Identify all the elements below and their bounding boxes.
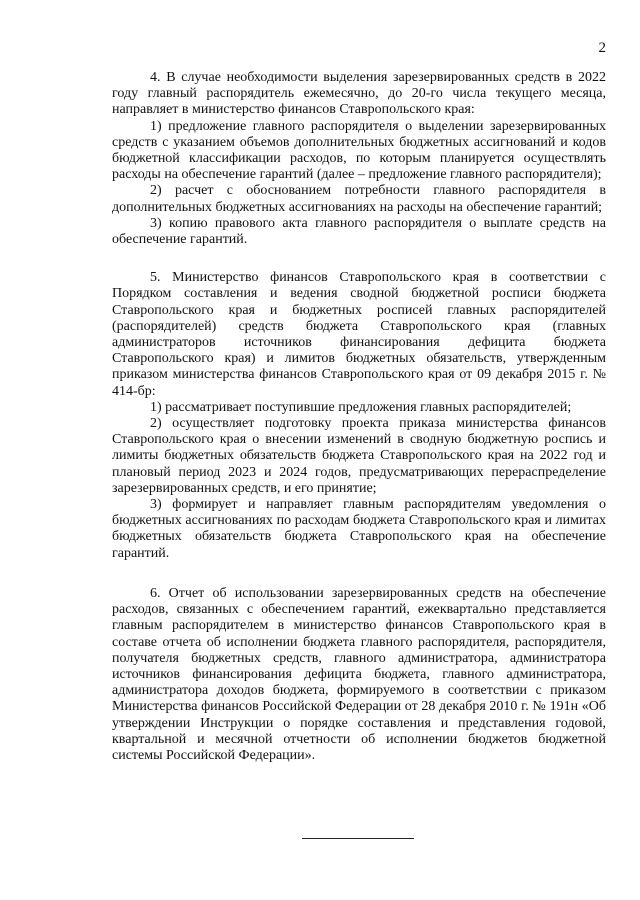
section-5-item-3: 3) формирует и направляет главным распорядителям уведомления о бюджетных ассигнованиях по расходам бюджета Ставропольского края и лимитах бюджетных обязательств бюджета Ставропольского края на обеспечение гарантий. (112, 497, 606, 561)
section-gap (112, 248, 606, 270)
section-4 (112, 70, 606, 248)
section-5-item-2: 2) осуществляет подготовку проекта приказа министерства финансов Ставропольского края о внесении изменений в сводную бюджетную роспись и лимиты бюджетных обязательств бюджета Ставропольского края на 2022 год и плановый период 2023 и 2024 годов, предусматривающих перераспределение зарезервированных средств, и его принятие; (112, 416, 606, 496)
section-4-item-1: 1) предложение главного распорядителя о выделении зарезервированных средств с указанием объемов дополнительных бюджетных ассигнований и кодов бюджетной классификации расходов, по которым планируется осуществлять расходы на обеспечение гарантий (далее – предложение главного распорядителя); (112, 118, 606, 183)
section-6-text: 6. Отчет об использовании зарезервированных средств на обеспечение расходов, связанных с обеспечением гарантий, ежеквартально представляется главным распорядителем в министерство финансов Ставропольского края в составе отчета об исполнении бюджета главного распорядителя, распорядителя, получателя бюджетных средств, главного администратора, администратора источников финансирования дефицита бюджета, главного администратора, администратора доходов бюджета, формируемого в соответствии с приказом Министерства финансов Российской Федерации от 28 декабря 2010 г. № 191н «Об утверждении Инструкции о порядке составления и представления годовой, квартальной и месячной отчетности об исполнении бюджетов бюджетной системы Российской Федерации». (112, 585, 606, 763)
section-4-item-2: 2) расчет с обоснованием потребности главного распорядителя в дополнительных бюджетных ассигнованиях на расходы на обеспечение гарантий; (112, 183, 606, 215)
section-6 (112, 586, 606, 764)
page-number: 2 (598, 40, 606, 56)
section-5-item-1: 1) рассматривает поступившие предложения главных распорядителей; (150, 399, 572, 415)
section-4-item-3: 3) копию правового акта главного распорядителя о выплате средств на обеспечение гарантий. (112, 215, 606, 248)
document-body (112, 70, 606, 764)
section-4-intro: 4. В случае необходимости выделения зарезервированных средств в 2022 году главный распорядитель ежемесячно, до 20-го числа текущего месяца, направляет в министерство финансов Ставропольского края: (112, 70, 606, 118)
section-5-intro: 5. Министерство финансов Ставропольского края в соответствии с Порядком составления и ведения сводной бюджетной росписи бюджета Ставропольского края и бюджетных росписей главных распорядителей (распорядителей) средств бюджета Ставропольского края (главных администраторов источников финансирования дефицита бюджета Ставропольского края) и лимитов бюджетных обязательств, утвержденным приказом министерства финансов Ставропольского края от 09 декабря 2015 г. № 414-бр: (112, 270, 606, 399)
end-divider-line (302, 838, 414, 839)
section-5 (112, 270, 606, 562)
section-gap (112, 562, 606, 586)
